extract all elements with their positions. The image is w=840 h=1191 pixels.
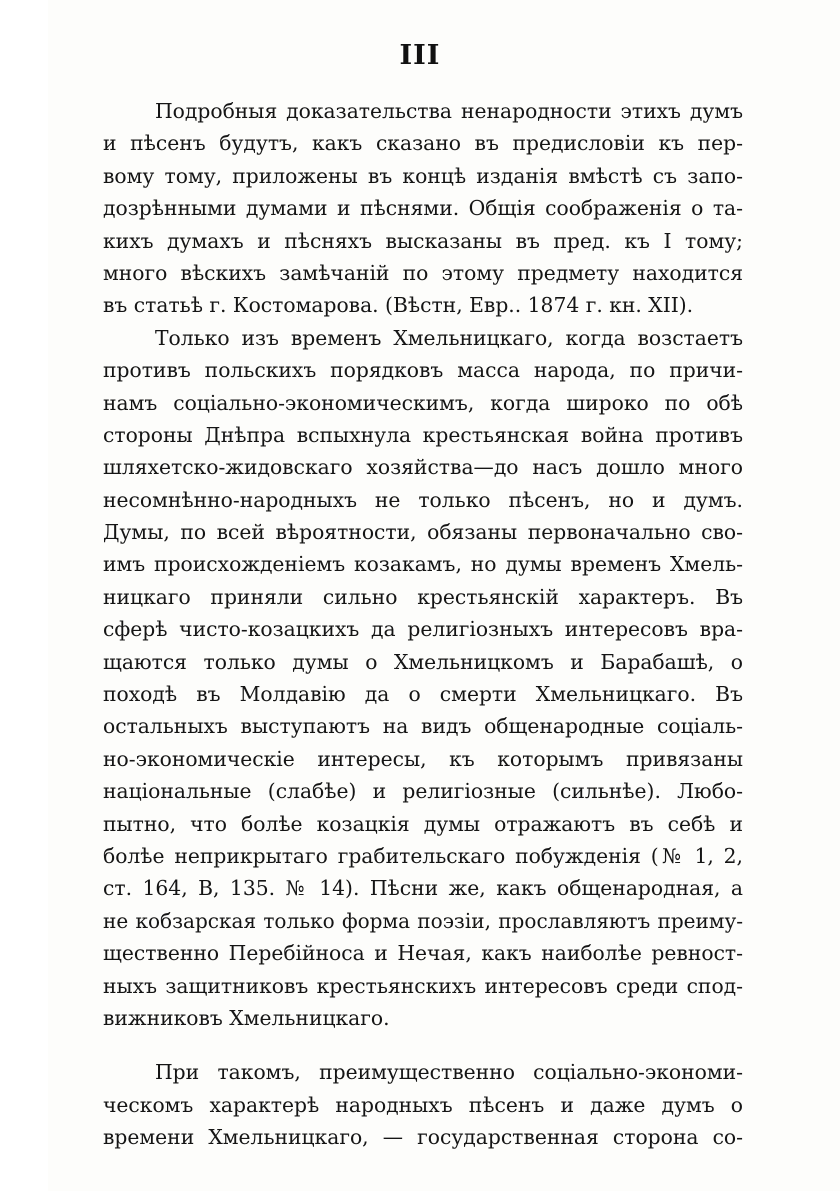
- text-line: сферѣ чисто-козацкихъ да религіозныхъ интересовъ вра-: [103, 617, 743, 642]
- text-line: Подробныя доказательства ненародности этихъ думъ: [155, 99, 743, 123]
- text-line: противъ польскихъ порядковъ масса народа, по причи-: [103, 358, 743, 383]
- text-line: много вѣскихъ замѣчаній по этому предмету находится: [103, 260, 743, 285]
- text-line: кихъ думахъ и пѣсняхъ высказаны въ пред. къ I тому;: [103, 228, 743, 253]
- text-line: не кобзарская только форма поэзіи, прославляютъ преиму-: [103, 908, 743, 933]
- text-line: имъ происхожденіемъ козакамъ, но думы временъ Хмель-: [103, 552, 743, 577]
- text-line: ницкаго приняли сильно крестьянскій характеръ. Въ: [103, 584, 743, 609]
- text-line: стороны Днѣпра вспыхнула крестьянская война противъ: [103, 422, 743, 447]
- text-line: пытно, что болѣе козацкія думы отражаютъ въ себѣ и: [103, 811, 743, 836]
- text-line: національные (слабѣе) и религіозные (сильнѣе). Любо-: [103, 779, 743, 804]
- text-line: вижниковъ Хмельницкаго.: [103, 1005, 390, 1030]
- text-line: болѣе неприкрытаго грабительскаго побужденія (№ 1, 2,: [103, 843, 743, 868]
- text-line: но-экономическіе интересы, къ которымъ привязаны: [103, 746, 743, 771]
- text-line: намъ соціально-экономическимъ, когда широко по обѣ: [103, 390, 743, 415]
- text-line: шляхетско-жидовскаго хозяйства—до насъ дошло много: [103, 455, 743, 480]
- text-line: Только изъ временъ Хмельницкаго, когда возстаетъ: [155, 325, 743, 350]
- page-margin: [0, 0, 48, 1191]
- text-line: щаются только думы о Хмельницкомъ и Барабашѣ, о: [103, 649, 743, 674]
- text-line: щественно Перебійноса и Нечая, какъ наиболѣе ревност-: [103, 941, 743, 966]
- paragraph-gap: [103, 1034, 743, 1056]
- text-line: остальныхъ выступаютъ на видъ общенародные соціаль-: [103, 714, 743, 739]
- text-line: и пѣсенъ будутъ, какъ сказано въ предисловіи къ пер-: [103, 131, 743, 156]
- text-line: При такомъ, преимущественно соціально-экономи-: [155, 1060, 743, 1085]
- text-line: ческомъ характерѣ народныхъ пѣсенъ и даже думъ о: [103, 1092, 743, 1117]
- text-line: походѣ въ Молдавію да о смерти Хмельницкаго. Въ: [103, 682, 743, 707]
- body-text: [103, 95, 743, 1154]
- text-line: въ статьѣ г. Костомарова. (Вѣстн, Евр.. 1874 г. кн. XII).: [103, 293, 694, 318]
- text-line: ст. 164, В, 135. № 14). Пѣсни же, какъ общенародная, а: [103, 876, 743, 901]
- text-line: вому тому, приложены въ концѣ изданія вмѣстѣ съ запо-: [103, 163, 743, 188]
- text-line: несомнѣнно-народныхъ не только пѣсенъ, но и думъ.: [103, 487, 743, 512]
- page-number: III: [399, 40, 441, 71]
- text-line: дозрѣнными думами и пѣснями. Общія соображенія о та-: [103, 196, 743, 221]
- text-line: Думы, по всей вѣроятности, обязаны первоначально сво-: [103, 520, 743, 545]
- text-line: времени Хмельницкаго, — государственная сторона со-: [103, 1125, 743, 1150]
- text-line: ныхъ защитниковъ крестьянскихъ интересовъ среди спод-: [103, 973, 743, 998]
